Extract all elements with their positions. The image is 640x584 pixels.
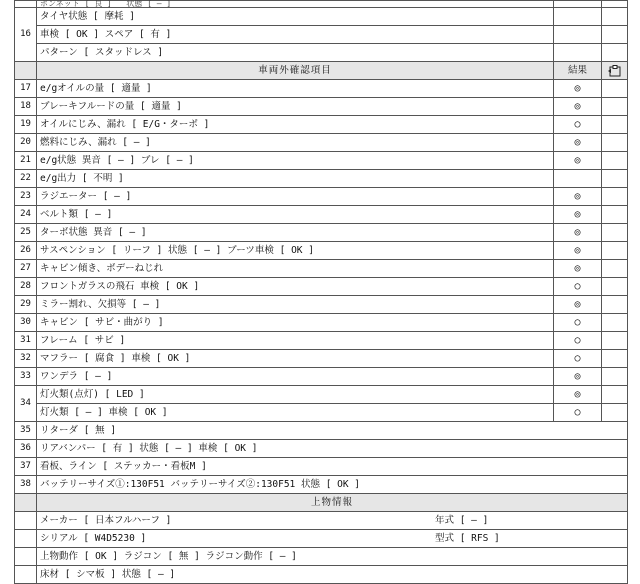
maker-field: メーカー [ 日本フルハーフ ] [40,515,172,526]
item-desc: ブレーキフルードの量 [ 適量 ] [37,98,554,116]
item-desc: 看板、ライン [ ステッカー・看板M ] [37,458,628,476]
item-desc: ラジエーター [ ― ] [37,188,554,206]
result-mark: ○ [554,314,602,332]
item-row [15,152,628,170]
row-34a [15,386,628,404]
item-row [15,350,628,368]
inspection-sheet [14,0,627,580]
sec2-row-3 [15,548,628,566]
item-desc: タイヤ状態 [ 摩耗 ] [37,8,554,26]
item-desc: キャビン傾き、ボデーねじれ [37,260,554,278]
item-desc: バッテリーサイズ①:130F51 バッテリーサイズ②:130F51 状態 [ OK ] [37,476,628,494]
result-header: 結果 [554,62,602,80]
item-no: 30 [15,314,37,332]
item-row [15,278,628,296]
item-no: 23 [15,188,37,206]
item-row [15,224,628,242]
model-field: 型式 [ RFS ] [435,533,500,544]
section-title: 車両外確認項目 [37,62,554,80]
result-mark: ◎ [554,134,602,152]
item-desc: リアバンパー [ 有 ] 状態 [ ― ] 車検 [ OK ] [37,440,628,458]
result-mark: ◎ [554,188,602,206]
item-no: 32 [15,350,37,368]
item-no: 33 [15,368,37,386]
item-desc: 灯火類(点灯) [ LED ] [37,386,554,404]
result-mark: ◎ [554,386,602,404]
item-desc: e/g出力 [ 不明 ] [37,170,554,188]
item-row [15,260,628,278]
item-row [15,98,628,116]
item-desc: ベルト類 [ ― ] [37,206,554,224]
item-row [15,206,628,224]
item-desc: ワンデラ [ ― ] [37,368,554,386]
result-mark: ◎ [554,242,602,260]
item-no: 17 [15,80,37,98]
result-mark: ○ [554,404,602,422]
sec2-row-1 [15,512,628,530]
inspection-table [14,0,628,584]
row-16c [15,44,628,62]
sec2-row-2 [15,530,628,548]
item-row [15,134,628,152]
item-no: 29 [15,296,37,314]
item-row [15,242,628,260]
item-row [15,296,628,314]
floor-field: 床材 [ シマ板 ] 状態 [ ― ] [37,566,628,584]
sec2-row-4 [15,566,628,584]
item-no: 28 [15,278,37,296]
item-desc: マフラー [ 腐食 ] 車検 [ OK ] [37,350,554,368]
item-desc: オイルにじみ、漏れ [ E/G・ターボ ] [37,116,554,134]
item-no: 31 [15,332,37,350]
result-mark: ◎ [554,296,602,314]
result-mark: ◎ [554,368,602,386]
serial-field: シリアル [ W4D5230 ] [40,533,147,544]
item-desc: フロントガラスの飛石 車検 [ OK ] [37,278,554,296]
item-no: 27 [15,260,37,278]
item-row [15,440,628,458]
item-no: 35 [15,422,37,440]
item-desc: 燃料にじみ、漏れ [ ― ] [37,134,554,152]
item-row [15,368,628,386]
item-no: 21 [15,152,37,170]
result-mark: ◎ [554,80,602,98]
result-mark [554,170,602,188]
clipboard-icon [607,65,623,77]
item-desc: e/g状態 異音 [ ― ] ブレ [ ― ] [37,152,554,170]
row-16b [15,26,628,44]
item-no: 36 [15,440,37,458]
item-row [15,422,628,440]
item-desc: キャビン [ サビ・曲がり ] [37,314,554,332]
item-row [15,170,628,188]
item-desc: フレーム [ サビ ] [37,332,554,350]
section2-title: 上物情報 [37,494,628,512]
item-row [15,332,628,350]
result-mark: ◎ [554,152,602,170]
item-row [15,314,628,332]
result-mark: ○ [554,116,602,134]
item-desc: 灯火類 [ ― ] 車検 [ OK ] [37,404,554,422]
result-mark: ○ [554,350,602,368]
year-field: 年式 [ ― ] [435,515,489,526]
item-no: 38 [15,476,37,494]
item-no: 34 [15,386,37,422]
item-desc: サスペンション [ リーフ ] 状態 [ ― ] ブーツ車検 [ OK ] [37,242,554,260]
item-no: 37 [15,458,37,476]
partial-text: ボンネット [ 良 ] [40,0,112,8]
body-operation-field: 上物動作 [ OK ] ラジコン [ 無 ] ラジコン動作 [ ― ] [37,548,628,566]
result-mark: ○ [554,278,602,296]
partial-text-2: 状態 [ ― ] [126,0,172,8]
item-row [15,476,628,494]
item-desc: e/gオイルの量 [ 適量 ] [37,80,554,98]
section2-header [15,494,628,512]
item-row [15,458,628,476]
item-no: 16 [15,8,37,62]
item-no: 25 [15,224,37,242]
result-mark: ◎ [554,98,602,116]
item-desc: ターボ状態 異音 [ ― ] [37,224,554,242]
top-partial-row [15,1,628,8]
row-16a [15,8,628,26]
item-row [15,80,628,98]
item-no: 24 [15,206,37,224]
section-header [15,62,628,80]
item-no: 22 [15,170,37,188]
result-mark: ◎ [554,206,602,224]
item-no: 26 [15,242,37,260]
item-no: 20 [15,134,37,152]
item-desc: リターダ [ 無 ] [37,422,628,440]
item-row [15,116,628,134]
result-mark: ◎ [554,260,602,278]
item-desc: ミラー割れ、欠損等 [ ― ] [37,296,554,314]
item-desc: 車検 [ OK ] スペア [ 有 ] [37,26,554,44]
item-desc: パターン [ スタッドレス ] [37,44,554,62]
item-no: 19 [15,116,37,134]
result-mark: ○ [554,332,602,350]
item-no: 18 [15,98,37,116]
result-mark: ◎ [554,224,602,242]
item-row [15,188,628,206]
row-34b [15,404,628,422]
